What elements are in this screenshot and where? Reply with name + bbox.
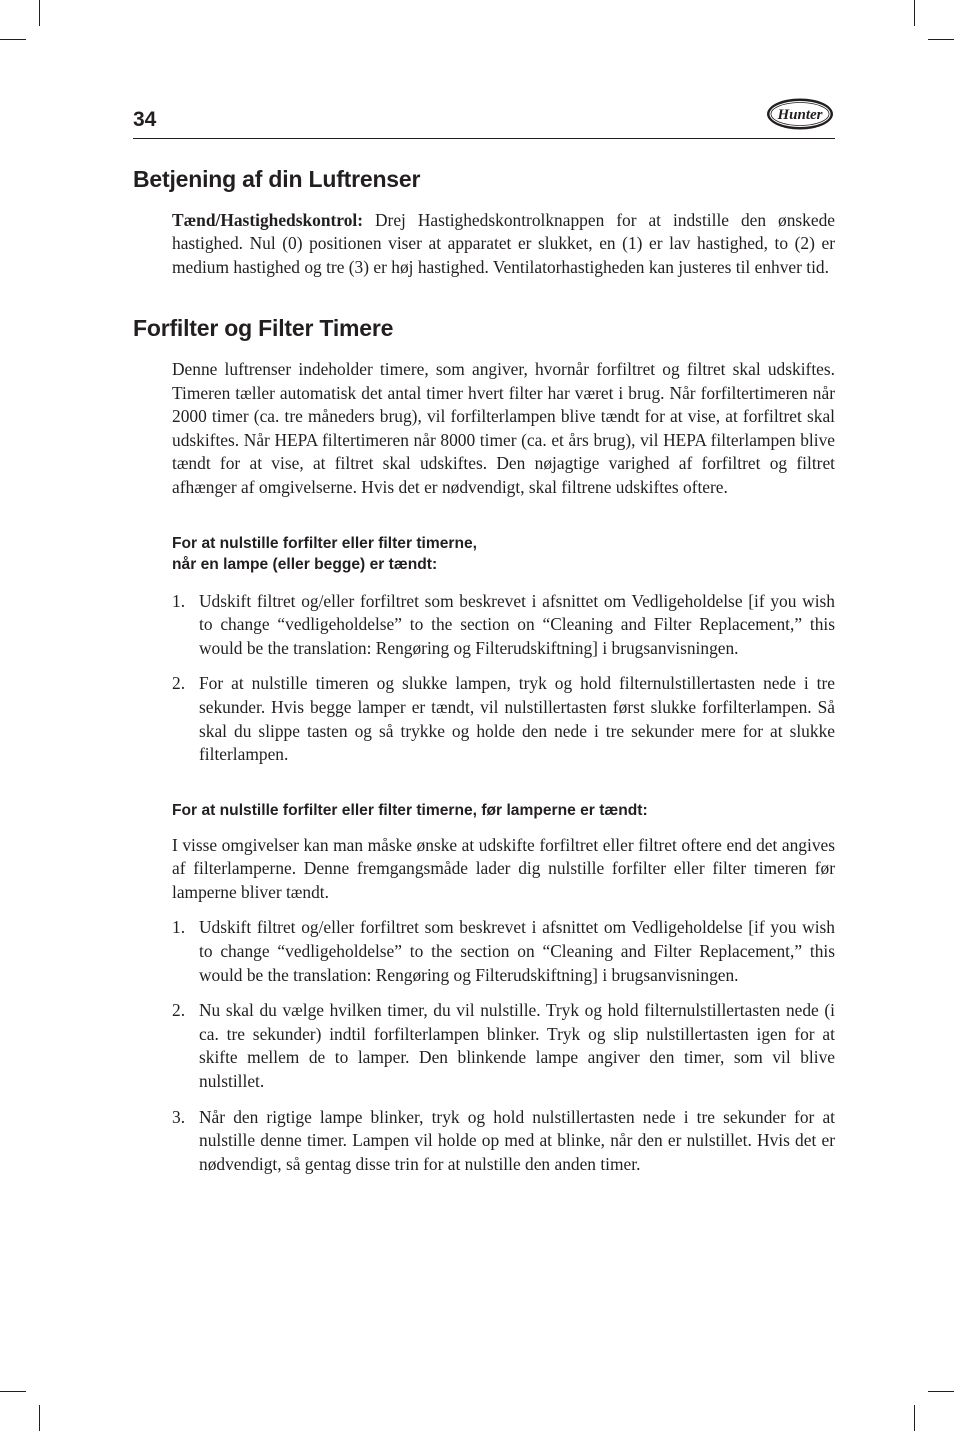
section-title-filter-timers: Forfilter og Filter Timere <box>133 315 394 342</box>
hunter-logo <box>765 96 835 132</box>
step-number: 2. <box>172 1000 186 1021</box>
crop-mark-tl-horizontal <box>0 39 26 40</box>
step-text: Når den rigtige lampe blinker, tryk og hold nulstillertasten nede i tre sekunder for at nulstille denne timer. Lampen vil holde op med at blinke, når den er nulstillet. Hvis det er nødvendigt, så gentag disse trin for at nulstille den anden timer. <box>199 1106 835 1174</box>
crop-mark-tr-vertical <box>914 0 915 26</box>
step-text: For at nulstille timeren og slukke lampen, tryk og hold filternulstillertasten nede i tre sekunder. Hvis begge lamper er tændt, vil nulstillertasten først slukke forfilterlampen. Så skal du slippe tasten og så trykke og holde den nede i tre sekunder mere for at slukke filterlampen. <box>199 673 835 765</box>
crop-mark-tr-horizontal <box>928 39 954 40</box>
filter-timers-paragraph <box>172 358 835 500</box>
section-title-operation: Betjening af din Luftrenser <box>133 166 421 192</box>
step-number: 1. <box>172 917 186 938</box>
filter-timers-text: Denne luftrenser indeholder timere, som angiver, hvornår forfiltret og filtret skal udskiftes. Timeren tæller automatisk det antal timer hvert filter har været i brug. Når forfiltertimeren når 2000 timer (ca. tre måneders brug), vil forfilterlampen blive tændt for at vise, at forfiltret skal udskiftes. Når HEPA filtertimeren når 8000 timer (ca. et års brug), vil HEPA filterlampen blive tændt for at vise, at filtret skal udskiftes. Den nøjagtige varighed af forfiltret og filtret afhænger af omgivelserne. Hvis det er nødvendigt, skal filtrene udskiftes oftere. <box>172 358 835 497</box>
reset-before-lamp-steps <box>172 916 835 1176</box>
crop-mark-br-vertical <box>914 1405 915 1431</box>
list-item <box>172 916 835 987</box>
list-item <box>172 672 835 766</box>
reset-before-lamp-text: I visse omgivelser kan man måske ønske at udskifte forfiltret eller filtret oftere end det angives af filterlamperne. Denne fremgangsmåde lader dig nulstille forfilter eller filter timeren før lamperne bliver tændt. <box>172 834 835 902</box>
crop-mark-br-horizontal <box>928 1391 954 1392</box>
list-item <box>172 590 835 661</box>
reset-lamp-on-heading-line2: når en lampe (eller begge) er tændt: <box>172 555 438 573</box>
step-number: 1. <box>172 590 186 611</box>
list-item <box>172 999 835 1093</box>
reset-lamp-on-heading <box>172 533 835 575</box>
step-text: Nu skal du vælge hvilken timer, du vil nulstille. Tryk og hold filternulstillertasten nede (i ca. tre sekunder) indtil forfilterlampen blinker. Tryk og slip nulstillertasten igen for at skifte mellem de to lamper. Den blinkende lampe angiver den timer, som vil blive nulstillet. <box>199 1000 835 1092</box>
list-item <box>172 1106 835 1177</box>
operation-paragraph <box>172 209 835 280</box>
crop-mark-tl-vertical <box>39 0 40 26</box>
reset-before-lamp-heading: For at nulstille forfilter eller filter timerne, før lamperne er tændt: <box>172 801 648 819</box>
page-header <box>133 96 835 139</box>
crop-mark-bl-horizontal <box>0 1391 26 1392</box>
speed-control-text: Drej Hastighedskontrolknappen for at indstille den ønskede hastighed. Nul (0) positionen viser at apparatet er slukket, en (1) er lav hastighed, to (2) er medium hastighed og tre (3) er høj hastighed. Ventilatorhastigheden kan justeres til enhver tid. <box>172 209 835 277</box>
step-text: Udskift filtret og/eller forfiltret som beskrevet i afsnittet om Vedligeholdelse [if you wish to change “vedligeholdelse” to the section on “Cleaning and Filter Replacement,” this would be the translation: Rengøring og Filterudskiftning] i brugsanvisningen. <box>199 917 835 985</box>
crop-mark-bl-vertical <box>39 1405 40 1431</box>
step-number: 3. <box>172 1106 186 1127</box>
page-number: 34 <box>133 108 157 131</box>
reset-lamp-on-heading-line1: For at nulstille forfilter eller filter timerne, <box>172 534 478 552</box>
step-number: 2. <box>172 673 186 694</box>
reset-lamp-on-steps <box>172 590 835 767</box>
speed-control-label: Tænd/Hastighedskontrol: <box>172 209 364 230</box>
logo-text: Hunter <box>777 107 823 123</box>
step-text: Udskift filtret og/eller forfiltret som beskrevet i afsnittet om Vedligeholdelse [if you wish to change “vedligeholdelse” to the section on “Cleaning and Filter Replacement,” this would be the translation: Rengøring og Filterudskiftning] i brugsanvisningen. <box>199 590 835 658</box>
reset-before-lamp-paragraph <box>172 834 835 905</box>
page-content <box>133 166 835 1176</box>
